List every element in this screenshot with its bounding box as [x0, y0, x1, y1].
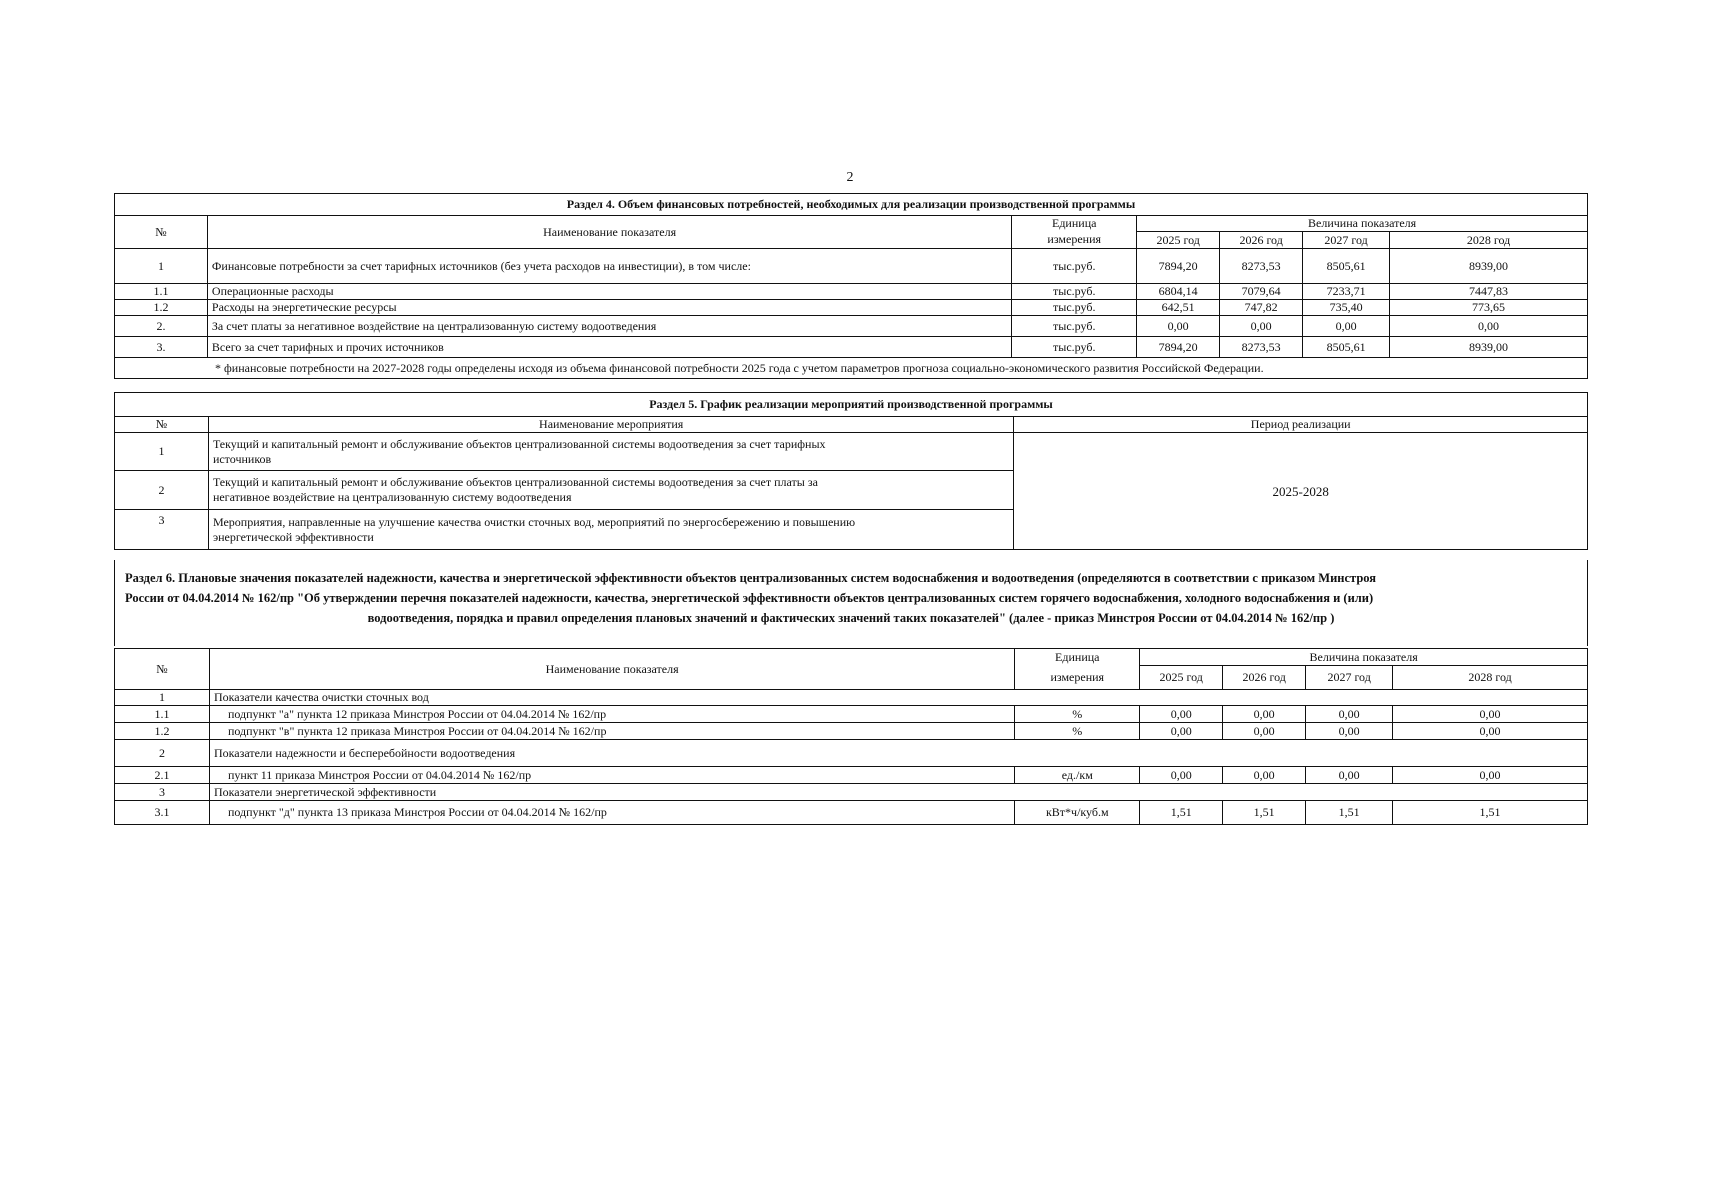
- table-row: [115, 767, 1588, 784]
- row-unit: тыс.руб.: [1012, 249, 1137, 284]
- header-year: 2025 год: [1140, 666, 1223, 690]
- row-value: 0,00: [1303, 316, 1390, 337]
- header-year: 2027 год: [1306, 666, 1393, 690]
- header-year: 2027 год: [1303, 232, 1390, 249]
- row-num: 1: [115, 433, 209, 471]
- row-name: пункт 11 приказа Минстроя России от 04.04.2014 № 162/пр: [209, 767, 1014, 784]
- row-value: 0,00: [1393, 723, 1588, 740]
- row-value: 747,82: [1220, 300, 1303, 316]
- header-period: Период реализации: [1014, 417, 1588, 433]
- row-name: Всего за счет тарифных и прочих источников: [207, 337, 1011, 358]
- row-value: 1,51: [1223, 801, 1306, 825]
- row-value: 0,00: [1393, 706, 1588, 723]
- group-num: 3: [115, 784, 210, 801]
- row-name-line: энергетической эффективности: [212, 529, 374, 544]
- row-num: 3.: [115, 337, 208, 358]
- table-row: [115, 300, 1588, 316]
- row-value: 0,00: [1306, 723, 1393, 740]
- row-value: 8273,53: [1220, 337, 1303, 358]
- row-value: 0,00: [1137, 316, 1220, 337]
- row-value: 7233,71: [1303, 284, 1390, 300]
- header-year: 2026 год: [1220, 232, 1303, 249]
- row-name: [208, 471, 1013, 510]
- page-number: 2: [846, 170, 854, 185]
- row-value: 8505,61: [1303, 337, 1390, 358]
- row-value: 7894,20: [1137, 249, 1220, 284]
- row-value: 642,51: [1137, 300, 1220, 316]
- header-year: 2028 год: [1393, 666, 1588, 690]
- header-unit-bottom: измерения: [1015, 666, 1140, 690]
- row-value: 0,00: [1223, 706, 1306, 723]
- header-year: 2028 год: [1390, 232, 1588, 249]
- row-unit: ед./км: [1015, 767, 1140, 784]
- row-name: Расходы на энергетические ресурсы: [207, 300, 1011, 316]
- row-value: 0,00: [1306, 767, 1393, 784]
- row-name: За счет платы за негативное воздействие на централизованную систему водоотведения: [207, 316, 1011, 337]
- row-value: 0,00: [1306, 706, 1393, 723]
- row-value: 6804,14: [1137, 284, 1220, 300]
- header-name: Наименование показателя: [207, 216, 1011, 249]
- row-value: 7079,64: [1220, 284, 1303, 300]
- row-value: 1,51: [1306, 801, 1393, 825]
- row-num: 1: [115, 249, 208, 284]
- table-row: [115, 723, 1588, 740]
- row-unit: тыс.руб.: [1012, 284, 1137, 300]
- row-name-line: Текущий и капитальный ремонт и обслуживание объектов централизованной системы водоотведения за счет платы за: [212, 475, 818, 489]
- table-row: [115, 284, 1588, 300]
- row-value: 0,00: [1220, 316, 1303, 337]
- row-num: 2.: [115, 316, 208, 337]
- row-unit: %: [1015, 723, 1140, 740]
- row-name: подпункт "а" пункта 12 приказа Минстроя России от 04.04.2014 № 162/пр: [209, 706, 1014, 723]
- table-row: [115, 740, 1588, 767]
- header-unit-bottom: измерения: [1012, 232, 1137, 249]
- period-value: 2025-2028: [1014, 433, 1588, 550]
- header-num: №: [115, 649, 210, 690]
- row-unit: кВт*ч/куб.м: [1015, 801, 1140, 825]
- row-num: 3: [115, 510, 209, 550]
- row-value: 0,00: [1140, 706, 1223, 723]
- header-name: Наименование мероприятия: [208, 417, 1013, 433]
- section6-title: [114, 560, 1588, 646]
- section6-title-line: водоотведения, порядка и правил определения плановых значений и фактических значений таких показателей" (далее - приказ Минстроя России от 04.04.2014 № 162/пр ): [367, 611, 1335, 625]
- section6-table: [114, 648, 1588, 825]
- footnote: * финансовые потребности на 2027-2028 годы определены исходя из объема финансовой потребности 2025 года с учетом параметров прогноза социально-экономического развития Российской Федерации.: [115, 358, 1588, 379]
- table-row: [115, 706, 1588, 723]
- row-unit: тыс.руб.: [1012, 300, 1137, 316]
- row-name-line: Мероприятия, направленные на улучшение качества очистки сточных вод, мероприятий по энергосбережению и повышению: [212, 514, 856, 529]
- header-name: Наименование показателя: [209, 649, 1014, 690]
- row-value: 8273,53: [1220, 249, 1303, 284]
- header-value-group: Величина показателя: [1140, 649, 1588, 666]
- row-value: 0,00: [1140, 767, 1223, 784]
- row-name: подпункт "в" пункта 12 приказа Минстроя России от 04.04.2014 № 162/пр: [209, 723, 1014, 740]
- row-num: 1.1: [115, 706, 210, 723]
- table-row: [115, 433, 1588, 471]
- row-value: 8939,00: [1390, 249, 1588, 284]
- row-value: 0,00: [1393, 767, 1588, 784]
- row-name-line: негативное воздействие на централизованную систему водоотведения: [212, 490, 572, 504]
- row-num: 2: [115, 471, 209, 510]
- table-row: [115, 690, 1588, 706]
- row-value: 7894,20: [1137, 337, 1220, 358]
- table-row: [115, 249, 1588, 284]
- table-row: [115, 784, 1588, 801]
- row-value: 0,00: [1223, 767, 1306, 784]
- section4-table: [114, 193, 1588, 379]
- row-unit: тыс.руб.: [1012, 337, 1137, 358]
- table-row: [115, 801, 1588, 825]
- group-num: 2: [115, 740, 210, 767]
- header-year: 2026 год: [1223, 666, 1306, 690]
- table-row: [115, 337, 1588, 358]
- row-name-line: источников: [212, 451, 272, 466]
- row-num: 1.1: [115, 284, 208, 300]
- row-name: [208, 510, 1013, 550]
- row-num: 3.1: [115, 801, 210, 825]
- row-name: Операционные расходы: [207, 284, 1011, 300]
- group-name: Показатели надежности и бесперебойности водоотведения: [209, 740, 1587, 767]
- row-value: 8505,61: [1303, 249, 1390, 284]
- section5-table: [114, 392, 1588, 550]
- section6-title-line: России от 04.04.2014 № 162/пр "Об утверждении перечня показателей надежности, качества, энергетической эффективности объектов централизованных систем горячего водоснабжения, холодного водоснабжения и (или): [125, 591, 1374, 605]
- row-unit: %: [1015, 706, 1140, 723]
- row-value: 0,00: [1390, 316, 1588, 337]
- row-num: 1.2: [115, 300, 208, 316]
- row-value: 8939,00: [1390, 337, 1588, 358]
- section5-title: Раздел 5. График реализации мероприятий производственной программы: [115, 393, 1588, 417]
- header-num: №: [115, 216, 208, 249]
- row-num: 1.2: [115, 723, 210, 740]
- header-unit-top: Единица: [1012, 216, 1137, 232]
- row-num: 2.1: [115, 767, 210, 784]
- group-name: Показатели качества очистки сточных вод: [209, 690, 1587, 706]
- row-value: 1,51: [1393, 801, 1588, 825]
- group-num: 1: [115, 690, 210, 706]
- row-name: подпункт "д" пункта 13 приказа Минстроя России от 04.04.2014 № 162/пр: [209, 801, 1014, 825]
- row-value: 773,65: [1390, 300, 1588, 316]
- header-unit-top: Единица: [1015, 649, 1140, 666]
- row-value: 1,51: [1140, 801, 1223, 825]
- row-value: 0,00: [1223, 723, 1306, 740]
- group-name: Показатели энергетической эффективности: [209, 784, 1587, 801]
- row-value: 0,00: [1140, 723, 1223, 740]
- header-value-group: Величина показателя: [1137, 216, 1588, 232]
- row-value: 7447,83: [1390, 284, 1588, 300]
- row-value: 735,40: [1303, 300, 1390, 316]
- header-year: 2025 год: [1137, 232, 1220, 249]
- row-name: [208, 433, 1013, 471]
- header-num: №: [115, 417, 209, 433]
- row-unit: тыс.руб.: [1012, 316, 1137, 337]
- section6-title-line: Раздел 6. Плановые значения показателей надежности, качества и энергетической эффективности объектов централизованных систем водоснабжения и водоотведения (определяются в соответствии с приказом Минстроя: [125, 571, 1377, 585]
- row-name: Финансовые потребности за счет тарифных источников (без учета расходов на инвестиции), в том числе:: [207, 249, 1011, 284]
- row-name-line: Текущий и капитальный ремонт и обслуживание объектов централизованной системы водоотведения за счет тарифных: [212, 436, 826, 451]
- table-row: [115, 316, 1588, 337]
- section4-title: Раздел 4. Объем финансовых потребностей, необходимых для реализации производственной программы: [115, 194, 1588, 216]
